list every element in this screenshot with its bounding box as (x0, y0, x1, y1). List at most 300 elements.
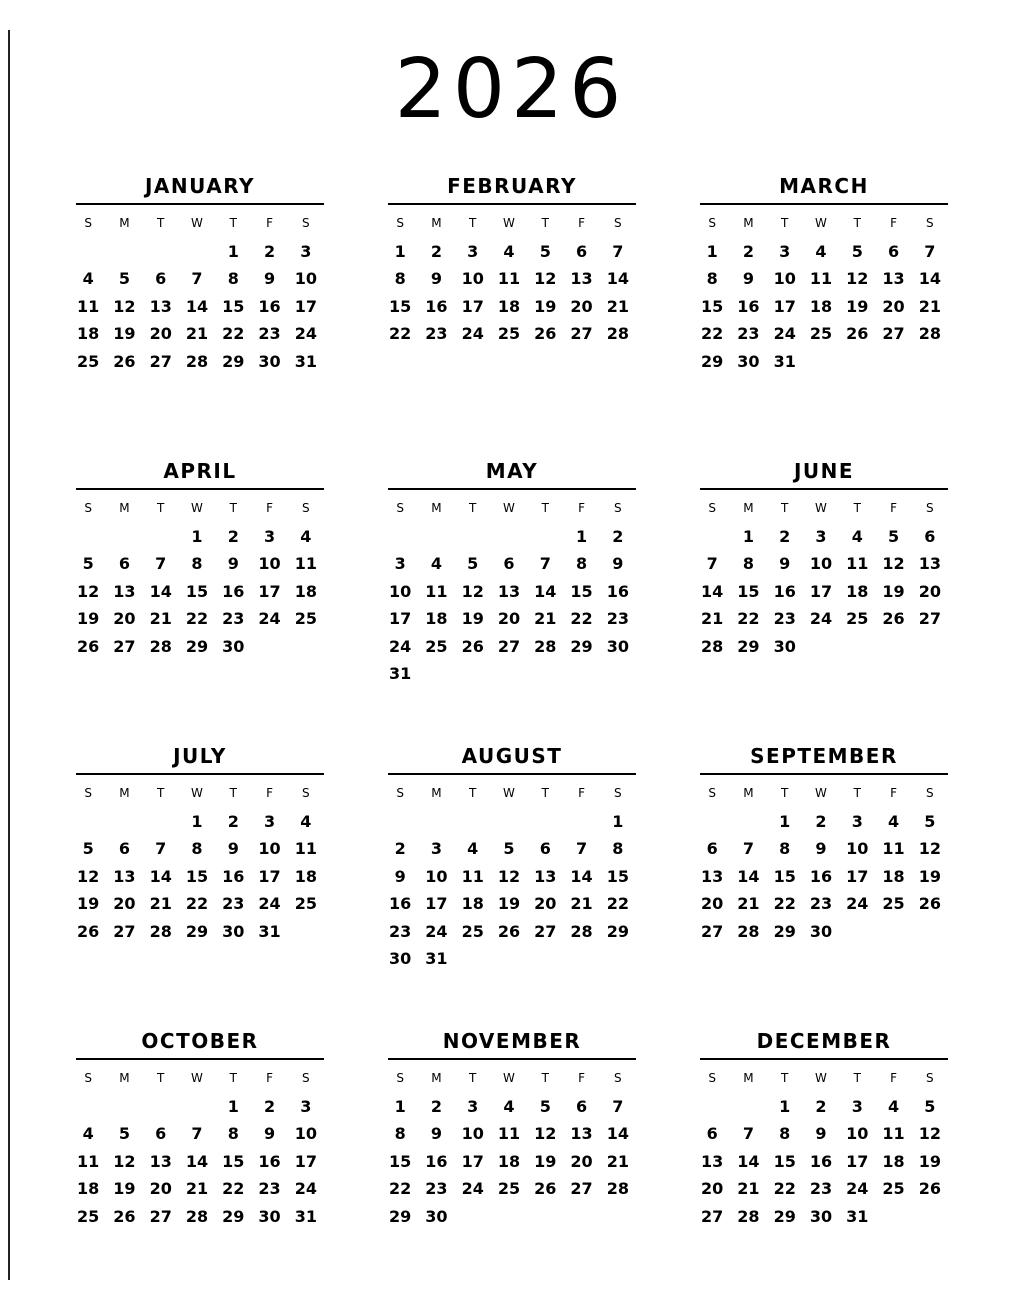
day-number: 24 (461, 324, 484, 344)
day-number: 25 (882, 894, 905, 914)
day-number: 7 (155, 554, 167, 574)
weekday-label: W (503, 1071, 515, 1085)
weekday-label: W (191, 501, 203, 515)
day-number: 17 (258, 581, 281, 601)
day-number: 14 (918, 269, 941, 289)
day-number: 20 (534, 894, 557, 914)
empty-day (106, 1093, 142, 1120)
empty-day (730, 1093, 766, 1120)
weekday-label: S (396, 1071, 404, 1085)
day-number: 29 (185, 921, 209, 941)
week-row (700, 1203, 948, 1230)
day-number: 16 (258, 1151, 281, 1171)
weeks (76, 808, 324, 945)
empty-day (143, 808, 179, 835)
day-number: 5 (887, 527, 900, 546)
day-number: 12 (534, 1124, 557, 1144)
empty-day (912, 633, 948, 660)
day-number: 23 (773, 609, 796, 629)
day-number: 8 (191, 554, 203, 574)
day-number: 28 (737, 1206, 760, 1226)
empty-day (694, 523, 730, 550)
weekday-label: F (578, 501, 585, 515)
day-number: 14 (534, 581, 557, 601)
weekday-label: F (578, 1071, 585, 1085)
month-title: FEBRUARY (447, 174, 577, 198)
week-row (388, 1120, 636, 1147)
day-number: 15 (389, 1151, 412, 1171)
day-number: 10 (461, 269, 484, 289)
empty-day (694, 808, 730, 835)
day-number: 12 (497, 866, 521, 886)
weekday-label: S (614, 216, 622, 230)
empty-day (694, 1093, 730, 1120)
weekday-label: S (302, 501, 310, 515)
day-number: 11 (497, 1124, 521, 1144)
month-divider (76, 1058, 324, 1060)
day-number: 20 (882, 296, 905, 316)
day-number: 29 (222, 351, 245, 371)
empty-day (70, 1093, 106, 1120)
empty-day (382, 808, 418, 835)
day-number: 21 (737, 1179, 760, 1199)
day-number: 20 (701, 1179, 724, 1199)
day-number: 21 (737, 894, 760, 914)
empty-day (143, 1093, 179, 1120)
week-row (700, 238, 948, 265)
day-number: 1 (394, 1097, 406, 1116)
day-number: 13 (497, 581, 521, 601)
day-number: 29 (570, 636, 593, 656)
weeks (700, 1093, 948, 1230)
day-number: 21 (570, 894, 593, 914)
day-number: 12 (534, 269, 557, 289)
day-number: 15 (185, 581, 209, 601)
empty-day (418, 660, 454, 687)
weekday-header-row (700, 498, 948, 518)
day-number: 4 (851, 527, 863, 546)
day-number: 4 (300, 812, 312, 831)
day-number: 26 (534, 324, 557, 344)
month-title: SEPTEMBER (750, 744, 898, 768)
weekday-label: T (469, 216, 477, 230)
day-number: 11 (425, 581, 448, 601)
day-number: 26 (846, 324, 869, 344)
day-number: 1 (779, 1097, 791, 1116)
day-number: 1 (612, 812, 624, 831)
day-number: 25 (294, 894, 317, 914)
day-number: 12 (882, 554, 905, 574)
day-number: 27 (113, 921, 136, 941)
month-may (388, 457, 636, 687)
day-number: 23 (425, 324, 448, 344)
day-number: 27 (570, 324, 593, 344)
week-row (700, 1175, 948, 1202)
weekday-label: S (302, 786, 310, 800)
day-number: 24 (846, 1179, 869, 1199)
week-row (700, 1093, 948, 1120)
day-number: 4 (503, 1097, 515, 1116)
week-row (700, 265, 948, 292)
weekday-label: T (541, 1071, 549, 1085)
empty-day (563, 808, 599, 835)
day-number: 28 (701, 636, 724, 656)
day-number: 14 (737, 866, 760, 886)
day-number: 30 (606, 636, 629, 656)
day-number: 1 (742, 527, 754, 546)
weekday-label: S (614, 501, 622, 515)
empty-day (288, 633, 324, 660)
day-number: 8 (779, 839, 791, 859)
day-number: 29 (606, 921, 629, 941)
week-row (76, 293, 324, 320)
day-number: 4 (300, 527, 312, 546)
day-number: 31 (258, 921, 281, 941)
day-number: 17 (294, 1151, 317, 1171)
weekday-label: M (431, 1071, 442, 1085)
weekday-label: F (890, 1071, 897, 1085)
weekday-label: F (578, 786, 585, 800)
weekday-label: M (743, 501, 754, 515)
day-number: 23 (222, 894, 245, 914)
day-number: 10 (846, 1124, 869, 1144)
day-number: 28 (185, 351, 209, 371)
day-number: 30 (425, 1206, 448, 1226)
weekday-label: S (926, 501, 934, 515)
week-row (388, 945, 636, 972)
day-number: 28 (149, 636, 172, 656)
empty-day (527, 808, 563, 835)
day-number: 7 (924, 242, 936, 261)
day-number: 25 (882, 1179, 905, 1199)
day-number: 15 (570, 581, 593, 601)
empty-day (70, 808, 106, 835)
day-number: 5 (82, 839, 94, 859)
day-number: 5 (539, 1097, 551, 1116)
empty-day (491, 660, 527, 687)
weekday-label: F (578, 216, 585, 230)
day-number: 17 (461, 296, 484, 316)
week-row (700, 918, 948, 945)
day-number: 2 (227, 527, 239, 546)
day-number: 10 (258, 554, 281, 574)
month-title: AUGUST (461, 744, 563, 768)
day-number: 9 (227, 839, 239, 859)
day-number: 26 (461, 636, 484, 656)
day-number: 20 (570, 296, 593, 316)
weekday-label: F (890, 501, 897, 515)
day-number: 15 (222, 296, 245, 316)
month-title: JULY (173, 744, 227, 768)
week-row (76, 523, 324, 550)
week-row (76, 633, 324, 660)
week-row (388, 293, 636, 320)
day-number: 3 (467, 242, 479, 261)
day-number: 6 (887, 242, 900, 261)
day-number: 28 (918, 324, 941, 344)
day-number: 25 (425, 636, 448, 656)
day-number: 25 (77, 1206, 100, 1226)
weekday-label: S (926, 216, 934, 230)
month-january (76, 172, 324, 375)
weekday-label: F (266, 1071, 273, 1085)
day-number: 31 (294, 351, 317, 371)
weekday-label: M (431, 216, 442, 230)
month-divider (700, 488, 948, 490)
week-row (700, 808, 948, 835)
day-number: 8 (191, 839, 203, 859)
day-number: 17 (846, 866, 869, 886)
empty-day (455, 660, 491, 687)
weeks (700, 523, 948, 660)
weekday-label: T (853, 786, 861, 800)
weekday-label: M (743, 1071, 754, 1085)
weekday-header-row (76, 1068, 324, 1088)
day-number: 24 (425, 921, 448, 941)
week-row (76, 1148, 324, 1175)
empty-day (455, 523, 491, 550)
day-number: 30 (222, 636, 245, 656)
day-number: 6 (539, 839, 551, 859)
day-number: 12 (461, 581, 484, 601)
day-number: 28 (737, 921, 760, 941)
week-row (700, 320, 948, 347)
day-number: 28 (606, 324, 629, 344)
weekday-label: T (229, 216, 237, 230)
day-number: 2 (394, 839, 406, 859)
day-number: 13 (149, 296, 172, 316)
day-number: 30 (773, 636, 796, 656)
day-number: 25 (846, 609, 869, 629)
day-number: 23 (606, 609, 629, 629)
day-number: 14 (570, 866, 593, 886)
week-row (76, 890, 324, 917)
weekday-label: F (266, 216, 273, 230)
day-number: 9 (815, 839, 827, 859)
day-number: 2 (227, 812, 239, 831)
day-number: 5 (924, 812, 936, 831)
day-number: 16 (258, 296, 281, 316)
day-number: 23 (222, 609, 245, 629)
day-number: 12 (846, 269, 869, 289)
month-title: DECEMBER (756, 1029, 892, 1053)
empty-day (912, 348, 948, 375)
week-row (700, 578, 948, 605)
day-number: 5 (539, 242, 551, 261)
day-number: 10 (846, 839, 869, 859)
day-number: 7 (191, 269, 203, 289)
empty-day (527, 523, 563, 550)
day-number: 3 (430, 839, 442, 859)
day-number: 10 (773, 269, 796, 289)
day-number: 3 (263, 527, 276, 546)
day-number: 6 (118, 554, 130, 574)
day-number: 11 (846, 554, 869, 574)
day-number: 2 (430, 242, 442, 261)
day-number: 31 (846, 1206, 869, 1226)
day-number: 7 (742, 839, 754, 859)
day-number: 1 (394, 242, 406, 261)
day-number: 11 (294, 554, 317, 574)
day-number: 19 (882, 581, 905, 601)
weekday-label: S (926, 786, 934, 800)
day-number: 22 (737, 609, 760, 629)
month-november (388, 1027, 636, 1230)
week-row (76, 348, 324, 375)
empty-day (251, 633, 287, 660)
empty-day (288, 918, 324, 945)
month-august (388, 742, 636, 972)
day-number: 12 (77, 581, 100, 601)
weekday-label: M (119, 501, 130, 515)
day-number: 3 (300, 1097, 312, 1116)
month-march (700, 172, 948, 375)
weekday-label: S (396, 501, 404, 515)
day-number: 15 (389, 296, 412, 316)
day-number: 29 (701, 351, 724, 371)
day-number: 17 (461, 1151, 484, 1171)
day-number: 2 (430, 1097, 442, 1116)
day-number: 13 (701, 1151, 724, 1171)
weekday-label: S (614, 786, 622, 800)
day-number: 20 (918, 581, 941, 601)
weeks (700, 238, 948, 375)
day-number: 9 (430, 1124, 442, 1144)
month-divider (388, 203, 636, 205)
month-divider (700, 203, 948, 205)
day-number: 11 (294, 839, 317, 859)
day-number: 1 (779, 812, 791, 831)
weekday-label: T (157, 786, 165, 800)
month-title: JANUARY (144, 174, 256, 198)
day-number: 13 (882, 269, 905, 289)
week-row (388, 320, 636, 347)
day-number: 22 (222, 324, 245, 344)
weekday-header-row (388, 783, 636, 803)
day-number: 4 (503, 242, 515, 261)
month-divider (388, 773, 636, 775)
day-number: 11 (882, 839, 905, 859)
day-number: 24 (389, 636, 412, 656)
day-number: 9 (612, 554, 624, 574)
empty-day (527, 660, 563, 687)
day-number: 11 (77, 296, 100, 316)
weekday-label: S (708, 1071, 716, 1085)
month-divider (388, 1058, 636, 1060)
day-number: 23 (258, 1179, 281, 1199)
day-number: 8 (779, 1124, 791, 1144)
day-number: 19 (461, 609, 484, 629)
empty-day (875, 918, 911, 945)
empty-day (455, 808, 491, 835)
day-number: 18 (294, 866, 317, 886)
day-number: 22 (222, 1179, 245, 1199)
day-number: 17 (809, 581, 833, 601)
day-number: 7 (155, 839, 167, 859)
day-number: 9 (227, 554, 239, 574)
empty-day (455, 945, 491, 972)
week-row (388, 1175, 636, 1202)
day-number: 29 (737, 636, 760, 656)
weekday-label: W (191, 1071, 203, 1085)
day-number: 20 (570, 1151, 593, 1171)
empty-day (527, 1203, 563, 1230)
day-number: 25 (497, 1179, 521, 1199)
day-number: 8 (706, 269, 718, 289)
day-number: 29 (773, 1206, 796, 1226)
weekday-label: M (743, 216, 754, 230)
day-number: 5 (924, 1097, 936, 1116)
weekday-label: S (84, 1071, 92, 1085)
day-number: 17 (846, 1151, 869, 1171)
day-number: 21 (606, 296, 629, 316)
day-number: 29 (389, 1206, 412, 1226)
weekday-header-row (388, 498, 636, 518)
empty-day (70, 238, 106, 265)
day-number: 11 (809, 269, 833, 289)
day-number: 5 (82, 554, 94, 574)
day-number: 5 (503, 839, 515, 859)
day-number: 18 (497, 296, 521, 316)
day-number: 28 (185, 1206, 209, 1226)
day-number: 19 (77, 894, 100, 914)
day-number: 15 (701, 296, 724, 316)
empty-day (839, 918, 875, 945)
weekday-label: S (84, 786, 92, 800)
day-number: 27 (918, 609, 941, 629)
week-row (700, 633, 948, 660)
week-row (388, 523, 636, 550)
weekday-label: W (503, 786, 515, 800)
day-number: 2 (263, 1097, 276, 1116)
day-number: 25 (497, 324, 521, 344)
month-title: JUNE (793, 459, 855, 483)
day-number: 7 (191, 1124, 203, 1144)
day-number: 13 (701, 866, 724, 886)
day-number: 25 (461, 921, 484, 941)
weekday-label: T (469, 1071, 477, 1085)
day-number: 6 (706, 1124, 718, 1144)
day-number: 4 (430, 554, 442, 574)
week-row (700, 890, 948, 917)
day-number: 2 (815, 1097, 827, 1116)
weekday-label: W (815, 216, 827, 230)
day-number: 19 (497, 894, 521, 914)
weekday-label: S (926, 1071, 934, 1085)
day-number: 19 (918, 1151, 941, 1171)
week-row (388, 605, 636, 632)
day-number: 25 (77, 351, 100, 371)
day-number: 22 (606, 894, 629, 914)
empty-day (912, 1203, 948, 1230)
weekday-label: T (853, 1071, 861, 1085)
weekday-header-row (700, 213, 948, 233)
weekday-label: S (396, 216, 404, 230)
day-number: 30 (809, 921, 833, 941)
day-number: 24 (294, 324, 317, 344)
day-number: 27 (113, 636, 136, 656)
week-row (388, 1093, 636, 1120)
day-number: 4 (815, 242, 827, 261)
day-number: 23 (809, 894, 833, 914)
day-number: 14 (606, 1124, 629, 1144)
day-number: 20 (113, 609, 136, 629)
week-row (388, 1203, 636, 1230)
day-number: 31 (389, 663, 412, 683)
day-number: 19 (534, 1151, 557, 1171)
empty-day (803, 348, 839, 375)
day-number: 26 (497, 921, 521, 941)
